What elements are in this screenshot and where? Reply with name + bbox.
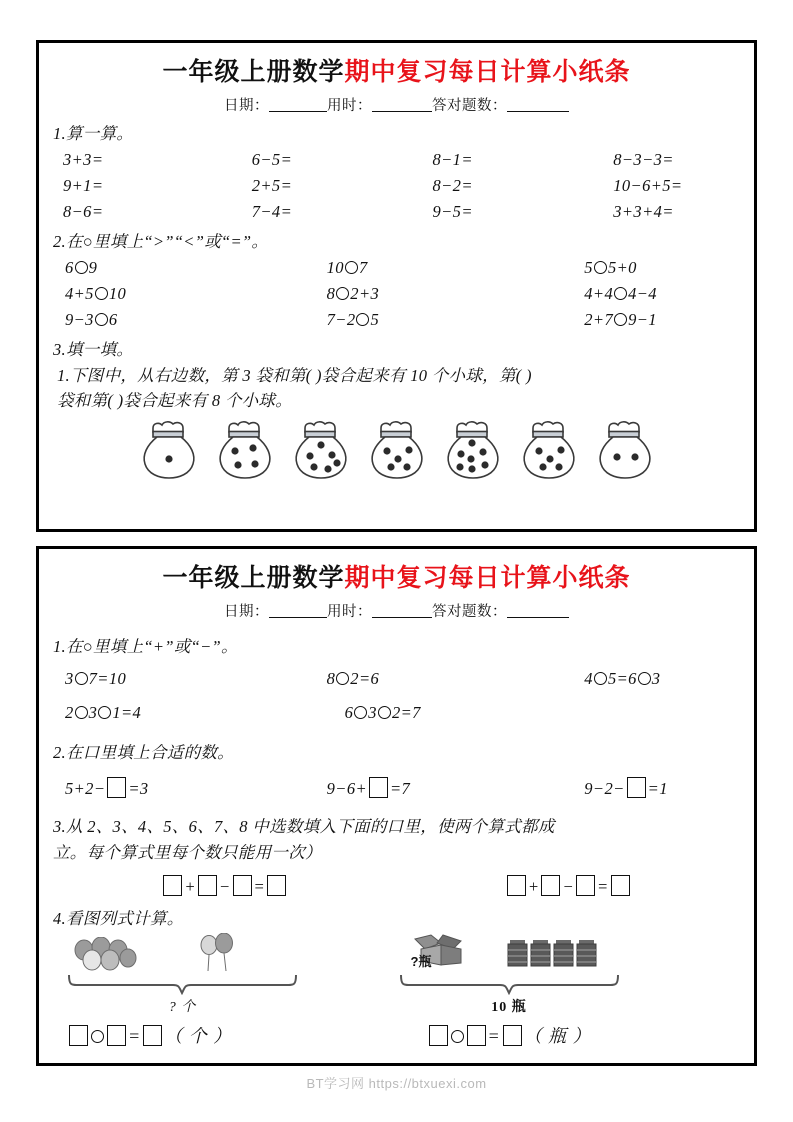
brace-icon bbox=[65, 973, 300, 995]
time-blank-2[interactable] bbox=[372, 617, 432, 618]
signfill-row bbox=[57, 669, 740, 689]
balloon-area bbox=[53, 931, 397, 973]
arith-item[interactable]: 6−5= bbox=[251, 149, 293, 169]
circle-blank-icon[interactable] bbox=[345, 261, 358, 274]
compare-item[interactable]: 4+5 10 bbox=[65, 283, 127, 303]
signfill-item[interactable]: 2 3 1=4 bbox=[65, 702, 142, 722]
compare-item[interactable]: 10 7 bbox=[326, 257, 368, 277]
box-with-label bbox=[407, 933, 471, 973]
title-black-1: 一年级上册数学 bbox=[162, 59, 345, 86]
square-blank-icon[interactable] bbox=[627, 777, 646, 798]
arith-row bbox=[57, 202, 740, 222]
circle-blank-icon[interactable] bbox=[451, 1030, 464, 1043]
arith-item[interactable]: 2+5= bbox=[251, 175, 293, 195]
bag-item bbox=[517, 419, 581, 486]
square-blank-icon[interactable] bbox=[611, 875, 630, 896]
brace-icon bbox=[397, 973, 622, 995]
date-label-2: 日期： bbox=[224, 603, 269, 620]
bottle-group bbox=[507, 938, 597, 973]
signfill-spacer bbox=[512, 703, 740, 723]
equation-blank-right[interactable]: + − = bbox=[397, 875, 741, 897]
compare-item[interactable]: 5 5+0 bbox=[584, 257, 637, 277]
title-red-2: 期中复习每日计算小纸条 bbox=[344, 565, 631, 592]
meta-line-2 bbox=[53, 600, 740, 621]
circle-blank-icon[interactable] bbox=[378, 706, 391, 719]
square-blank-icon[interactable] bbox=[576, 875, 595, 896]
compare-item[interactable]: 6 9 bbox=[65, 257, 98, 277]
boxfill-item[interactable]: 9−2− =1 bbox=[584, 778, 668, 798]
meta-line-1 bbox=[53, 94, 740, 115]
bag-item bbox=[213, 419, 277, 486]
bottle-answer-unit: （ 瓶 ） bbox=[523, 1025, 592, 1046]
bottle-icon bbox=[553, 938, 574, 973]
bag-illustration-row bbox=[53, 419, 740, 486]
square-blank-icon[interactable] bbox=[163, 875, 182, 896]
circle-blank-icon[interactable] bbox=[594, 261, 607, 274]
section-heading-1-3: 3.填一填。 bbox=[53, 339, 134, 359]
bag-prompt-line-a: 1.下图中，从右边数，第 3 袋和第( )袋合起来有 10 个小球，第( ) bbox=[57, 365, 532, 385]
bag-icon bbox=[137, 419, 201, 481]
arith-item[interactable]: 3+3= bbox=[63, 149, 104, 169]
worksheet-panel-2 bbox=[36, 546, 757, 1066]
date-blank-2[interactable] bbox=[269, 617, 327, 618]
equation-blank-left[interactable]: + − = bbox=[53, 875, 397, 897]
square-blank-icon[interactable] bbox=[267, 875, 286, 896]
section-heading-2-4: 4.看图列式计算。 bbox=[53, 908, 184, 928]
date-label-1: 日期： bbox=[224, 97, 269, 114]
arith-item[interactable]: 7−4= bbox=[251, 201, 293, 221]
section-heading-2-1: 1.在○里填上“+”或“−”。 bbox=[53, 636, 238, 656]
signfill-item[interactable]: 4 5=6 3 bbox=[584, 668, 661, 688]
correct-label-2: 答对题数： bbox=[432, 603, 507, 620]
circle-blank-icon[interactable] bbox=[75, 261, 88, 274]
arith-item[interactable]: 8−3−3= bbox=[613, 149, 674, 169]
arith-row bbox=[57, 150, 740, 170]
time-blank-1[interactable] bbox=[372, 111, 432, 112]
bottle-answer-line[interactable]: = （ 瓶 ） bbox=[427, 1022, 741, 1048]
bottle-icon bbox=[576, 938, 597, 973]
arith-item[interactable]: 8−2= bbox=[432, 175, 473, 195]
signfill-row bbox=[57, 703, 740, 723]
signfill-item[interactable]: 6 3 2=7 bbox=[344, 702, 421, 722]
arith-item[interactable]: 9−5= bbox=[432, 201, 473, 221]
section-heading-2-2: 2.在口里填上合适的数。 bbox=[53, 742, 234, 762]
compare-item[interactable]: 9−3 6 bbox=[65, 309, 118, 329]
picture-problem-bottles bbox=[397, 931, 741, 1048]
bag-item bbox=[593, 419, 657, 486]
square-blank-icon[interactable] bbox=[369, 777, 388, 798]
square-blank-icon[interactable] bbox=[107, 777, 126, 798]
section-heading-2-3b: 立。每个算式里每个数只能用一次） bbox=[53, 842, 322, 862]
circle-blank-icon[interactable] bbox=[594, 672, 607, 685]
bag-icon bbox=[213, 419, 277, 481]
circle-blank-icon[interactable] bbox=[614, 287, 627, 300]
compare-row bbox=[57, 310, 740, 330]
square-blank-icon[interactable] bbox=[233, 875, 252, 896]
circle-blank-icon[interactable] bbox=[98, 706, 111, 719]
balloon-cluster-icon bbox=[71, 937, 147, 973]
boxfill-row bbox=[57, 777, 740, 799]
box-question-label: ?瓶 bbox=[410, 953, 432, 969]
square-blank-icon[interactable] bbox=[503, 1025, 522, 1046]
balloon-answer-line[interactable]: = （ 个 ） bbox=[67, 1022, 397, 1048]
picture-problem-balloons bbox=[53, 931, 397, 1048]
worksheet-panel-1 bbox=[36, 40, 757, 532]
arith-row bbox=[57, 176, 740, 196]
balloon-brace-wrap bbox=[65, 973, 300, 1016]
square-blank-icon[interactable] bbox=[143, 1025, 162, 1046]
bag-icon bbox=[441, 419, 505, 481]
compare-item[interactable]: 8 2+3 bbox=[326, 283, 380, 303]
bottle-brace-wrap bbox=[397, 973, 622, 1016]
circle-blank-icon[interactable] bbox=[356, 313, 369, 326]
bottle-icon bbox=[507, 938, 528, 973]
bottle-brace-label: 10 瓶 bbox=[491, 999, 527, 1015]
watermark: BT学习网 https://btxuexi.com bbox=[306, 1076, 487, 1091]
arith-item[interactable]: 3+3+4= bbox=[613, 201, 674, 221]
bag-item bbox=[365, 419, 429, 486]
square-blank-icon[interactable] bbox=[69, 1025, 88, 1046]
circle-blank-icon[interactable] bbox=[91, 1030, 104, 1043]
date-blank-1[interactable] bbox=[269, 111, 327, 112]
arith-item[interactable]: 8−1= bbox=[432, 149, 473, 169]
section-heading-1-1: 1.算一算。 bbox=[53, 123, 134, 143]
title-red-1: 期中复习每日计算小纸条 bbox=[344, 59, 631, 86]
bag-item bbox=[441, 419, 505, 486]
compare-item[interactable]: 4+4 4−4 bbox=[584, 283, 657, 303]
bag-prompt-line-b: 袋和第( )袋合起来有 8 个小球。 bbox=[57, 390, 293, 410]
balloon-brace-label: ? 个 bbox=[168, 999, 197, 1015]
square-blank-icon[interactable] bbox=[507, 875, 526, 896]
bag-item bbox=[289, 419, 353, 486]
bag-item bbox=[137, 419, 201, 486]
bag-icon bbox=[517, 419, 581, 481]
picture-problem-row bbox=[53, 931, 740, 1048]
compare-row bbox=[57, 258, 740, 278]
arith-item[interactable]: 9+1= bbox=[63, 175, 104, 195]
square-blank-icon[interactable] bbox=[541, 875, 560, 896]
time-label-1: 用时： bbox=[327, 97, 372, 114]
balloon-pair-icon bbox=[197, 933, 237, 973]
compare-item[interactable]: 2+7 9−1 bbox=[584, 309, 657, 329]
boxfill-item[interactable]: 5+2− =3 bbox=[65, 778, 149, 798]
circle-blank-icon[interactable] bbox=[638, 672, 651, 685]
bag-icon bbox=[365, 419, 429, 481]
correct-blank-1[interactable] bbox=[507, 111, 569, 112]
signfill-item[interactable]: 3 7=10 bbox=[65, 668, 127, 688]
circle-blank-icon[interactable] bbox=[336, 672, 349, 685]
arith-item[interactable]: 10−6+5= bbox=[613, 175, 683, 195]
square-blank-icon[interactable] bbox=[107, 1025, 126, 1046]
compare-item[interactable]: 7−2 5 bbox=[326, 309, 380, 329]
bottle-area bbox=[397, 931, 741, 973]
square-blank-icon[interactable] bbox=[198, 875, 217, 896]
section-heading-2-3: 3.从 2、3、4、5、6、7、8 中选数填入下面的口里，使两个算式都成 bbox=[53, 816, 555, 836]
balloon-answer-unit: （ 个 ） bbox=[164, 1025, 233, 1046]
equation-blank-row bbox=[53, 875, 740, 897]
signfill-item[interactable]: 8 2=6 bbox=[326, 668, 380, 688]
compare-row bbox=[57, 284, 740, 304]
arith-item[interactable]: 8−6= bbox=[63, 201, 104, 221]
circle-blank-icon[interactable] bbox=[95, 287, 108, 300]
correct-blank-2[interactable] bbox=[507, 617, 569, 618]
circle-blank-icon[interactable] bbox=[75, 672, 88, 685]
title-black-2: 一年级上册数学 bbox=[162, 565, 345, 592]
time-label-2: 用时： bbox=[327, 603, 372, 620]
circle-blank-icon[interactable] bbox=[75, 706, 88, 719]
circle-blank-icon[interactable] bbox=[336, 287, 349, 300]
page-title-1 bbox=[53, 59, 740, 88]
circle-blank-icon[interactable] bbox=[95, 313, 108, 326]
square-blank-icon[interactable] bbox=[467, 1025, 486, 1046]
circle-blank-icon[interactable] bbox=[354, 706, 367, 719]
bottle-icon bbox=[530, 938, 551, 973]
correct-label-1: 答对题数： bbox=[432, 97, 507, 114]
page-title-2 bbox=[53, 565, 740, 594]
bag-icon bbox=[593, 419, 657, 481]
bag-icon bbox=[289, 419, 353, 481]
square-blank-icon[interactable] bbox=[429, 1025, 448, 1046]
section-heading-1-2: 2.在○里填上“>”“<”或“=”。 bbox=[53, 231, 269, 251]
circle-blank-icon[interactable] bbox=[614, 313, 627, 326]
boxfill-item[interactable]: 9−6+ =7 bbox=[326, 778, 411, 798]
